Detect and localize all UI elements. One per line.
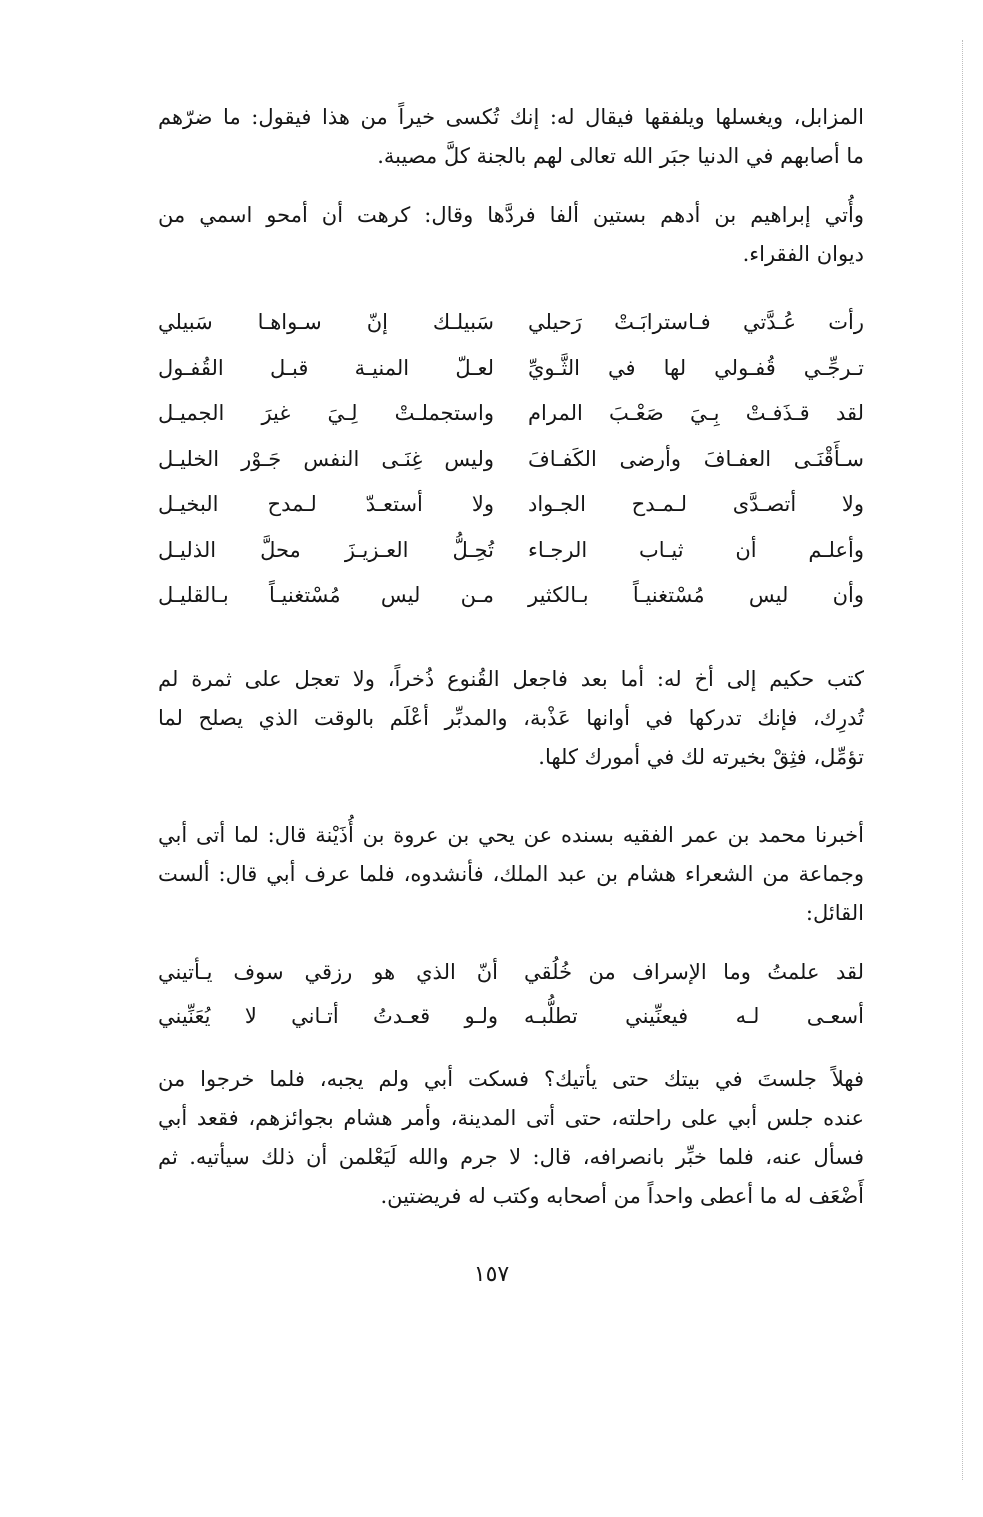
paragraph-line: وجماعة من الشعراء هشام بن عبد الملك، فأنشدوه، فلما عرف أبي قال: ألست: [158, 862, 864, 886]
paragraph-4: [158, 816, 864, 933]
paragraph-line: ديوان الفقراء.: [742, 242, 864, 266]
paragraph-2: [158, 196, 864, 274]
poem-verse: [158, 538, 864, 584]
paragraph-line: فهلاً جلستَ في بيتك حتى يأتيك؟ فسكت أبي ولم يجبه، فلما خرجوا من: [158, 1067, 864, 1091]
verse-first-hemistich: ولا أتصـدَّى لـمـدح الجـواد: [528, 492, 864, 516]
verse-second-hemistich: واستجملـتْ لِـيَ غيرَ الجميـل: [158, 401, 494, 425]
poem-verse: [158, 310, 864, 356]
paragraph-line: فسأل عنه، فلما خبِّر بانصرافه، قال: لا جرم والله لَيَعْلمن أن ذلك سيأتيه. ثم: [158, 1145, 864, 1169]
paragraph-line: عنده جلس أبي على راحلته، حتى أتى المدينة، وأمر هشام بجوائزهم، فقعد أبي: [158, 1106, 864, 1130]
page-number: ١٥٧: [473, 1262, 510, 1287]
poem-verse: [158, 960, 864, 1004]
paragraph-1: [158, 98, 864, 176]
paragraph-line: المزابل، ويغسلها ويلفقها فيقال له: إنك تُكسى خيراً من هذا فيقول: ما ضرّهم: [158, 105, 864, 129]
poem-verse: [158, 401, 864, 447]
verse-first-hemistich: رأت عُـدَّتي فـاسترابَـتْ رَحيلي: [528, 310, 864, 334]
paragraph-3: [158, 660, 864, 777]
poem-verse: [158, 356, 864, 402]
verse-first-hemistich: أسعـى لـه فيعنِّيني تطلُّبـه: [524, 1004, 864, 1028]
verse-second-hemistich: وليس غِنَـى النفس جَـوْر الخليـل: [158, 446, 494, 471]
verse-second-hemistich: أنّ الذي هو رزقي سوف يـأتيني: [158, 960, 498, 984]
paragraph-line: القائل:: [805, 901, 864, 925]
paragraph-line: وأُتي إبراهيم بن أدهم بستين ألفا فردَّها وقال: كرهت أن أمحو اسمي من: [158, 203, 864, 227]
verse-second-hemistich: لعـلّ المنيـة قبـل القُفـول: [158, 355, 494, 380]
verse-second-hemistich: سَبيلـك إنّ سـواهـا سَبيلي: [158, 310, 494, 334]
verse-second-hemistich: ولا أستعـدّ لـمدح البخيـل: [158, 492, 494, 516]
paragraph-line: أَضْعَف له ما أعطى واحداً من أصحابه وكتب له فريضتين.: [380, 1184, 864, 1208]
paragraph-line: تُدرِك، فإنك تدركها في أوانها عَذْبة، والمدبِّر أعْلَم بالوقت الذي يصلح لما: [158, 706, 864, 730]
poem-verse: [158, 1004, 864, 1048]
verse-first-hemistich: وأن ليس مُسْتغنيـاً بـالكثير: [528, 583, 864, 607]
verse-first-hemistich: لقد علمتُ وما الإسراف من خُلُقي: [524, 960, 864, 984]
paragraph-5: [158, 1060, 864, 1216]
verse-second-hemistich: مـن ليس مُسْتغنيـاً بـالقليـل: [158, 583, 494, 607]
verse-first-hemistich: لقد قـذَفـتْ بِـيَ صَعْـبَ المرام: [528, 401, 864, 425]
paragraph-line: تؤمِّل، فثِقْ بخيرته لك في أمورك كلها.: [538, 745, 864, 769]
poem-2: [158, 960, 864, 1048]
poem-verse: [158, 583, 864, 629]
verse-second-hemistich: تُحِـلُّ العـزيـزَ محلَّ الذليـل: [158, 537, 494, 562]
poem-1: [158, 310, 864, 629]
verse-first-hemistich: تـرجِّـي قُفـولي لها في الثَّـويِّ: [528, 355, 864, 380]
paragraph-line: كتب حكيم إلى أخ له: أما بعد فاجعل القُنوع ذُخراً، ولا تعجل على ثمرة لم: [158, 667, 864, 691]
verse-second-hemistich: ولـو قعـدتُ أتـاني لا يُعَنِّيني: [158, 1004, 498, 1028]
verse-first-hemistich: وأعلـم أن ثيـاب الرجـاء: [528, 537, 864, 562]
paragraph-line: ما أصابهم في الدنيا جبَر الله تعالى لهم بالجنة كلَّ مصيبة.: [377, 144, 864, 168]
paragraph-line: أخبرنا محمد بن عمر الفقيه بسنده عن يحي بن عروة بن أُذَيْنة قال: لما أتى أبي: [158, 823, 864, 847]
verse-first-hemistich: سـأَقْنَـى العفـافَ وأرضى الكَفـافَ: [528, 446, 864, 471]
poem-verse: [158, 447, 864, 493]
poem-verse: [158, 492, 864, 538]
